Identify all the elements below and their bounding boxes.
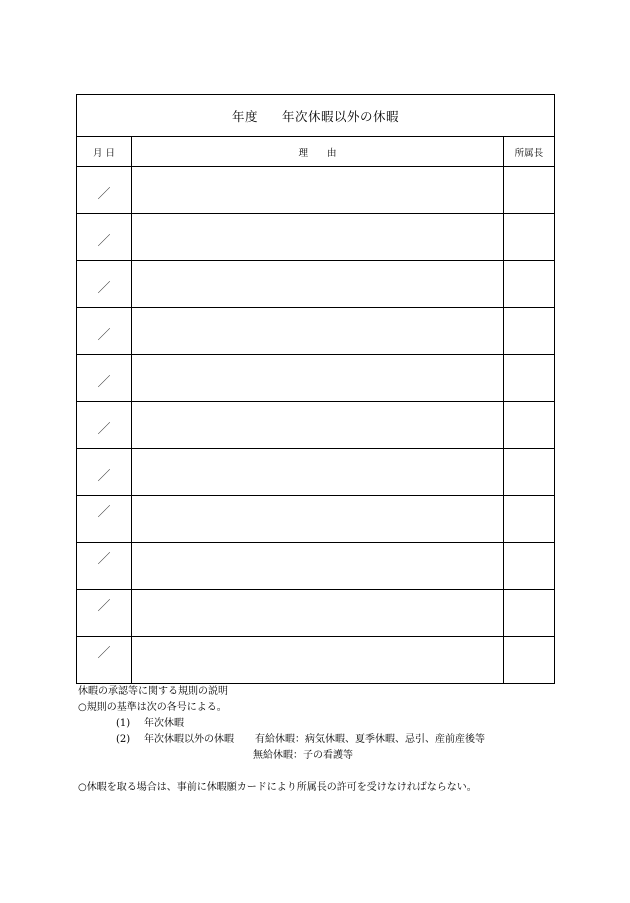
date-slash: ／ [97,421,111,437]
date-slash: ／ [97,280,111,296]
reason-cell[interactable] [132,590,504,637]
table-row [77,637,555,684]
reason-cell[interactable] [132,308,504,355]
table-row [77,590,555,637]
table-row [77,308,555,355]
table-row [77,496,555,543]
table-row [77,214,555,261]
date-slash: ／ [97,551,111,567]
chief-cell[interactable] [503,261,554,308]
reason-cell[interactable] [132,402,504,449]
date-slash: ／ [97,645,111,661]
table-row [77,355,555,402]
form-title [77,95,555,137]
item-text: 年次休暇 [144,718,184,729]
date-slash: ／ [97,186,111,202]
reason-cell[interactable] [132,496,504,543]
rules-notes [78,684,598,796]
header-date: 月 日 [77,137,132,167]
closing-note: ○休暇を取る場合は、事前に休暇願カードにより所属長の許可を受けなければならない。 [78,782,477,793]
item-number: (2) [116,734,131,745]
date-slash: ／ [97,504,111,520]
title-year: 年度 [231,108,258,124]
chief-cell[interactable] [503,449,554,496]
table-row [77,402,555,449]
date-cell[interactable] [77,590,132,637]
date-cell[interactable] [77,449,132,496]
date-slash: ／ [97,327,111,343]
date-cell[interactable] [77,543,132,590]
date-cell[interactable] [77,167,132,214]
date-cell[interactable] [77,261,132,308]
rule-item-2 [78,732,598,748]
table-row [77,261,555,308]
date-cell[interactable] [77,214,132,261]
date-slash: ／ [97,598,111,614]
date-cell[interactable] [77,355,132,402]
header-chief: 所属長 [503,137,554,167]
date-cell[interactable] [77,496,132,543]
chief-cell[interactable] [503,167,554,214]
chief-cell[interactable] [503,308,554,355]
reason-cell[interactable] [132,355,504,402]
rule-intro: ○規則の基準は次の各号による。 [78,702,227,713]
reason-cell[interactable] [132,449,504,496]
item-text: 年次休暇以外の休暇 [144,734,234,745]
reason-cell[interactable] [132,637,504,684]
chief-cell[interactable] [503,590,554,637]
date-slash: ／ [97,374,111,390]
chief-cell[interactable] [503,496,554,543]
date-slash: ／ [97,468,111,484]
table-row [77,543,555,590]
date-cell[interactable] [77,402,132,449]
chief-cell[interactable] [503,637,554,684]
table-row [77,449,555,496]
item-number: (1) [116,718,131,729]
reason-cell[interactable] [132,214,504,261]
reason-cell[interactable] [132,543,504,590]
table-row [77,167,555,214]
chief-cell[interactable] [503,543,554,590]
header-reason: 理 由 [132,137,504,167]
leave-table [76,94,555,684]
title-main: 年次休暇以外の休暇 [282,108,400,124]
reason-cell[interactable] [132,167,504,214]
leave-record-form [76,94,555,684]
date-cell[interactable] [77,637,132,684]
paid-leave-text: 有給休暇：病気休暇、夏季休暇、忌引、産前産後等 [255,734,485,745]
chief-cell[interactable] [503,355,554,402]
chief-cell[interactable] [503,214,554,261]
reason-cell[interactable] [132,261,504,308]
date-slash: ／ [97,233,111,249]
chief-cell[interactable] [503,402,554,449]
notes-heading: 休暇の承認等に関する規則の説明 [78,686,228,697]
date-cell[interactable] [77,308,132,355]
unpaid-leave-text: 無給休暇：子の看護等 [253,750,353,761]
rule-item-1 [78,716,598,732]
